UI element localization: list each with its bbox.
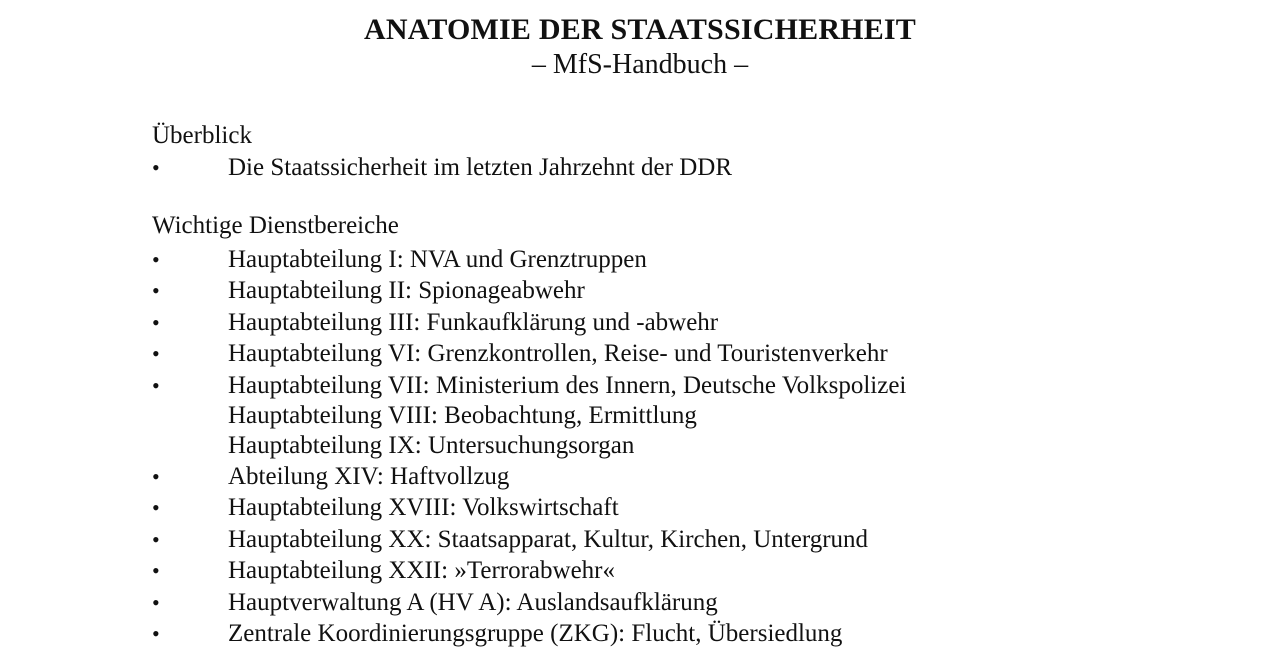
bullet-icon: • (152, 155, 160, 180)
bullet-icon: • (152, 495, 160, 521)
bullet-icon: • (152, 247, 160, 272)
list-item-text: Zentrale Koordinierungsgruppe (ZKG): Flucht, Übersiedlung (228, 619, 843, 647)
list-item-text: Hauptverwaltung A (HV A): Auslandsaufklärung (228, 588, 718, 616)
list-item-text: Hauptabteilung XVIII: Volkswirtschaft (228, 494, 619, 522)
list-item-text: Die Staatssicherheit im letzten Jahrzehnt der DDR (228, 154, 733, 181)
list-item-text: Hauptabteilung VI: Grenzkontrollen, Reise- und Touristenverkehr (228, 340, 888, 368)
bullet-icon: • (152, 278, 160, 304)
bullet-icon: • (152, 463, 160, 489)
list-item-text: Hauptabteilung IX: Untersuchungsorgan (228, 431, 635, 459)
bullet-icon: • (152, 309, 160, 335)
overview-heading: Überblick (152, 122, 252, 149)
list-item-text: Abteilung XIV: Haftvollzug (228, 462, 510, 490)
bullet-icon: • (152, 341, 160, 367)
departments-heading: Wichtige Dienstbereiche (152, 212, 399, 239)
bullet-icon: • (152, 589, 160, 615)
list-item-text: Hauptabteilung III: Funkaufklärung und -abwehr (228, 308, 719, 336)
list-item-text: Hauptabteilung VII: Ministerium des Innern, Deutsche Volkspolizei (228, 371, 907, 399)
list-item-text: Hauptabteilung XXII: »Terrorabwehr« (228, 557, 615, 585)
list-item-text: Hauptabteilung I: NVA und Grenztruppen (228, 246, 647, 273)
bullet-icon: • (152, 372, 160, 398)
document-title: ANATOMIE DER STAATSSICHERHEIT (363, 13, 917, 46)
bullet-icon: • (152, 620, 160, 646)
list-item-text: Hauptabteilung VIII: Beobachtung, Ermittlung (228, 401, 697, 429)
bullet-icon: • (152, 558, 160, 584)
list-item-text: Hauptabteilung II: Spionageabwehr (228, 277, 585, 305)
document-subtitle: – MfS-Handbuch – (531, 49, 749, 80)
list-item-text: Hauptabteilung XX: Staatsapparat, Kultur, Kirchen, Untergrund (228, 525, 869, 553)
bullet-icon: • (152, 526, 160, 552)
